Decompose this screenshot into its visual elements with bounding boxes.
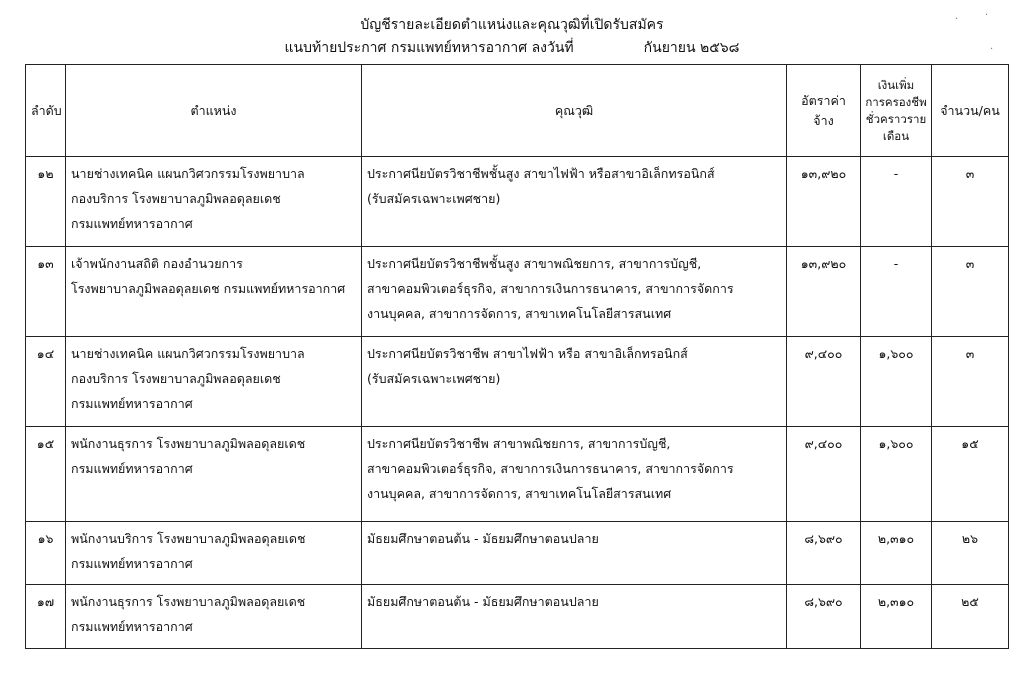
positions-table — [25, 64, 1009, 649]
row-number: ๑๕ — [26, 427, 66, 522]
allowance-cell: ๑,๖๐๐ — [861, 427, 932, 522]
position-line: กรมแพทย์ทหารอากาศ — [71, 619, 193, 634]
table-row — [26, 427, 1009, 522]
scan-speck: · — [985, 10, 989, 21]
position-line: กองบริการ โรงพยาบาลภูมิพลอดุลยเดช — [71, 371, 281, 386]
col-header-count: จำนวน/คน — [932, 65, 1009, 157]
position-line: กรมแพทย์ทหารอากาศ — [71, 396, 193, 411]
qualification-line: สาขาคอมพิวเตอร์ธุรกิจ, สาขาการเงินการธนาคาร, สาขาการจัดการ — [367, 461, 734, 476]
wage-cell: ๘,๖๙๐ — [787, 522, 861, 585]
wage-cell: ๙,๔๐๐ — [787, 427, 861, 522]
position-cell — [66, 427, 362, 522]
allowance-header-line: การครองชีพ — [865, 94, 927, 109]
allowance-cell: ๑,๖๐๐ — [861, 337, 932, 427]
row-number: ๑๗ — [26, 585, 66, 649]
row-number: ๑๒ — [26, 157, 66, 247]
position-cell — [66, 337, 362, 427]
allowance-cell: ๒,๓๑๐ — [861, 585, 932, 649]
count-cell: ๓ — [932, 247, 1009, 337]
allowance-header-line: เงินเพิ่ม — [877, 77, 915, 92]
qualification-line: งานบุคคล, สาขาการจัดการ, สาขาเทคโนโลยีสารสนเทศ — [367, 486, 672, 501]
position-line: นายช่างเทคนิค แผนกวิศวกรรมโรงพยาบาล — [71, 346, 305, 361]
qualification-line: (รับสมัครเฉพาะเพศชาย) — [367, 371, 501, 386]
subtitle-left: แนบท้ายประกาศ กรมแพทย์ทหารอากาศ ลงวันที่ — [284, 40, 574, 56]
table-row — [26, 585, 1009, 649]
count-cell: ๑๕ — [932, 427, 1009, 522]
qualification-line: ประกาศนียบัตรวิชาชีพชั้นสูง สาขาพณิชยการ, สาขาการบัญชี, — [367, 256, 702, 271]
qualification-line: ประกาศนียบัตรวิชาชีพ สาขาไฟฟ้า หรือ สาขาอิเล็กทรอนิกส์ — [367, 346, 688, 361]
wage-cell: ๑๓,๙๒๐ — [787, 247, 861, 337]
row-number: ๑๔ — [26, 337, 66, 427]
wage-cell: ๙,๔๐๐ — [787, 337, 861, 427]
qualification-line: งานบุคคล, สาขาการจัดการ, สาขาเทคโนโลยีสารสนเทศ — [367, 306, 672, 321]
qualification-line: (รับสมัครเฉพาะเพศชาย) — [367, 191, 501, 206]
table-header-row — [26, 65, 1009, 157]
qualification-line: มัธยมศึกษาตอนต้น - มัธยมศึกษาตอนปลาย — [367, 531, 599, 546]
wage-cell: ๘,๖๙๐ — [787, 585, 861, 649]
allowance-cell: - — [861, 157, 932, 247]
row-number: ๑๓ — [26, 247, 66, 337]
table-row — [26, 247, 1009, 337]
position-line: กรมแพทย์ทหารอากาศ — [71, 461, 193, 476]
qualification-line: ประกาศนียบัตรวิชาชีพ สาขาพณิชยการ, สาขาการบัญชี, — [367, 436, 671, 451]
allowance-header-line: ชั่วคราวราย — [865, 111, 927, 126]
position-cell — [66, 247, 362, 337]
position-line: กรมแพทย์ทหารอากาศ — [71, 556, 193, 571]
position-line: เจ้าพนักงานสถิติ กองอำนวยการ — [71, 256, 243, 271]
position-line: พนักงานธุรการ โรงพยาบาลภูมิพลอดุลยเดช — [71, 436, 306, 451]
position-line: กรมแพทย์ทหารอากาศ — [71, 216, 193, 231]
col-header-qualification: คุณวุฒิ — [362, 65, 787, 157]
position-line: พนักงานบริการ โรงพยาบาลภูมิพลอดุลยเดช — [71, 531, 306, 546]
document-subtitle — [0, 39, 1024, 57]
qualification-cell — [362, 157, 787, 247]
count-cell: ๓ — [932, 337, 1009, 427]
count-cell: ๒๕ — [932, 585, 1009, 649]
allowance-cell: - — [861, 247, 932, 337]
scan-speck: · — [990, 44, 994, 55]
col-header-position: ตำแหน่ง — [66, 65, 362, 157]
col-header-allowance — [861, 65, 932, 157]
col-header-wage: อัตราค่าจ้าง — [787, 65, 861, 157]
position-cell — [66, 585, 362, 649]
count-cell: ๒๖ — [932, 522, 1009, 585]
position-line: โรงพยาบาลภูมิพลอดุลยเดช กรมแพทย์ทหารอากาศ — [71, 281, 346, 296]
position-line: กองบริการ โรงพยาบาลภูมิพลอดุลยเดช — [71, 191, 281, 206]
qualification-cell — [362, 247, 787, 337]
wage-cell: ๑๓,๙๒๐ — [787, 157, 861, 247]
qualification-line: มัธยมศึกษาตอนต้น - มัธยมศึกษาตอนปลาย — [367, 594, 599, 609]
qualification-cell — [362, 427, 787, 522]
count-cell: ๓ — [932, 157, 1009, 247]
col-header-no: ลำดับ — [26, 65, 66, 157]
qualification-line: สาขาคอมพิวเตอร์ธุรกิจ, สาขาการเงินการธนาคาร, สาขาการจัดการ — [367, 281, 734, 296]
position-cell — [66, 157, 362, 247]
position-line: นายช่างเทคนิค แผนกวิศวกรรมโรงพยาบาล — [71, 166, 305, 181]
allowance-cell: ๒,๓๑๐ — [861, 522, 932, 585]
row-number: ๑๖ — [26, 522, 66, 585]
subtitle-date: กันยายน ๒๕๖๘ — [643, 40, 740, 56]
table-row — [26, 157, 1009, 247]
document-title: บัญชีรายละเอียดตำแหน่งและคุณวุฒิที่เปิดรับสมัคร — [360, 17, 664, 33]
qualification-cell — [362, 585, 787, 649]
allowance-header-line: เดือน — [882, 128, 910, 143]
position-cell — [66, 522, 362, 585]
qualification-cell — [362, 522, 787, 585]
scan-speck: · — [955, 14, 959, 25]
table-row — [26, 337, 1009, 427]
position-line: พนักงานธุรการ โรงพยาบาลภูมิพลอดุลยเดช — [71, 594, 306, 609]
qualification-line: ประกาศนียบัตรวิชาชีพชั้นสูง สาขาไฟฟ้า หรือสาขาอิเล็กทรอนิกส์ — [367, 166, 715, 181]
qualification-cell — [362, 337, 787, 427]
table-row — [26, 522, 1009, 585]
